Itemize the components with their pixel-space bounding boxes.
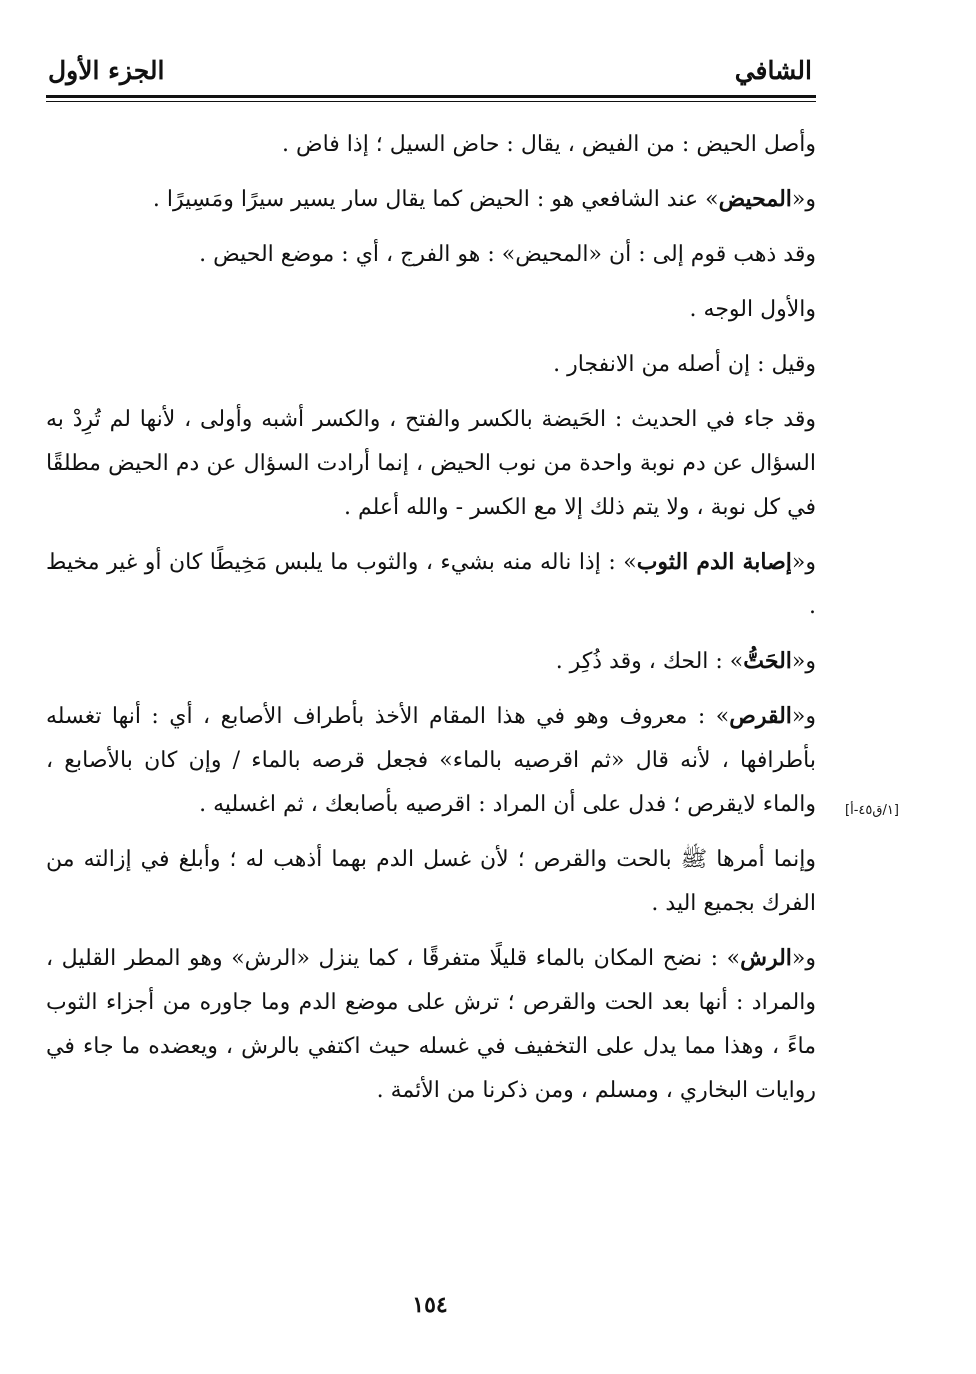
paragraph: وإنما أمرها ﷺ بالحت والقرص ؛ لأن غسل الدم بهما أذهب له ؛ وأبلغ في إزالته من الفرك بجميع اليد .: [46, 847, 816, 916]
defined-term: القرص: [729, 703, 792, 729]
manuscript-folio-note: [١/ق٤٥-أ]: [845, 803, 899, 818]
paragraph: و«الحَتُّ» : الحك ، وقد ذُكِر .: [555, 648, 816, 674]
paragraph: و«الرش» : نضح المكان بالماء قليلًا متفرقًا ، كما ينزل «الرش» وهو المطر القليل ، والمراد : أنها بعد الحت والقرص ؛ ترش على موضع الدم وما جاوره من أجزاء الثوب ماءً ، وهذا مما يدل على التخفيف في غسله حيث اكتفي بالرش ، ويعضده ما جاء في روايات البخاري ، ومسلم ، ومن ذكرنا من الأئمة .: [46, 945, 816, 1103]
paragraph: وقد ذهب قوم إلى : أن «المحيض» : هو الفرج ، أي : موضع الحيض .: [199, 242, 816, 267]
defined-term: إصابة الدم الثوب: [636, 549, 792, 575]
book-title: الشافي: [734, 56, 812, 85]
defined-term: الرش: [740, 945, 792, 971]
paragraph: والأول الوجه .: [689, 297, 816, 322]
header-rule-thick: [46, 95, 816, 98]
volume-title: الجزء الأول: [48, 56, 165, 85]
defined-term: المحيض: [718, 186, 792, 212]
running-header: [46, 50, 814, 96]
paragraph: و«إصابة الدم الثوب» : إذا ناله منه بشيء ، والثوب ما يلبس مَخِيطًا كان أو غير مخيط .: [46, 549, 817, 619]
paragraph: وأصل الحيض : من الفيض ، يقال : حاض السيل ؛ إذا فاض .: [282, 132, 816, 157]
paragraph: و«القرص» : معروف وهو في هذا المقام الأخذ بأطراف الأصابع ، أي : أنها تغسله بأطرافها ، لأنه قال «ثم اقرصيه بالماء» فجعل قرصه بالماء / وإن كان بالأصابع ، والماء لايقرص ؛ فدل على أن المراد : اقرصيه بأصابعك ، ثم اغسليه .: [46, 703, 816, 817]
header-rule-thin: [46, 101, 816, 102]
page-number: ١٥٤: [412, 1292, 448, 1318]
defined-term: الحَتُّ: [743, 648, 792, 674]
paragraph: و«المحيض» عند الشافعي هو : الحيض كما يقال سار يسير سيرًا ومَسِيرًا .: [152, 186, 816, 212]
main-text: [46, 122, 816, 1123]
paragraph: وقد جاء في الحديث : الحَيضة بالكسر والفتح ، والكسر أشبه وأولى ، لأنها لم تُرِدْ به السؤال عن دم نوبة واحدة من نوب الحيض ، إنما أرادت السؤال عن دم الحيض مطلقًا في كل نوبة ، ولا يتم ذلك إلا مع الكسر - والله أعلم .: [46, 407, 816, 520]
paragraph: وقيل : إن أصله من الانفجار .: [553, 352, 816, 377]
